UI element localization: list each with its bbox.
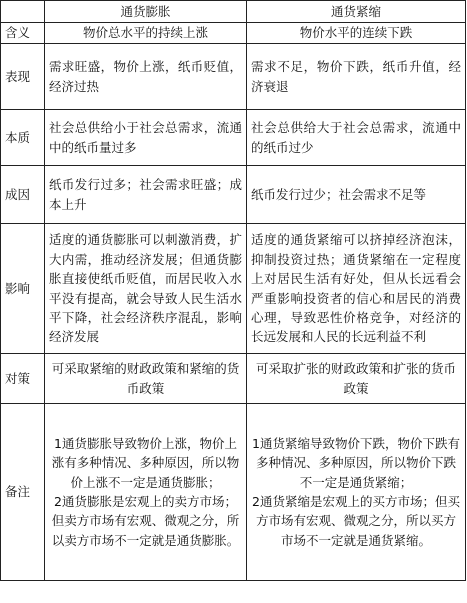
table-row [1,110,466,166]
cell-inflation-remark [45,404,247,581]
header-row [1,1,466,23]
row-label-performance: 表现 [1,44,45,110]
cell-deflation-policy: 可采取扩张的财政政策和扩张的货币政策 [247,354,466,404]
table-row [1,23,466,44]
table-row [1,166,466,224]
row-label-policy: 对策 [1,354,45,404]
cell-inflation-nature: 社会总供给小于社会总需求，流通中的纸币量过多 [45,110,247,166]
table-row [1,354,466,404]
cell-inflation-performance: 需求旺盛，物价上涨，纸币贬值，经济过热 [45,44,247,110]
row-label-cause: 成因 [1,166,45,224]
cell-deflation-meaning: 物价水平的连续下跌 [247,23,466,44]
table-row [1,44,466,110]
header-corner-cell [1,1,45,23]
cell-inflation-cause: 纸币发行过多；社会需求旺盛；成本上升 [45,166,247,224]
remark-inflation-point-1: 1通货膨胀导致物价上涨，物价上涨有多种情况、多种原因，所以物价上涨不一定是通货膨胀； [51,435,240,490]
remark-inflation-point-2: 2通货膨胀是宏观上的卖方市场；但卖方市场有宏观、微观之分，所以卖方市场不一定就是通货膨胀。 [51,494,240,548]
row-label-remark: 备注 [1,404,45,581]
cell-inflation-meaning: 物价总水平的持续上涨 [45,23,247,44]
header-inflation: 通货膨胀 [45,1,247,23]
remark-deflation-point-1: 1通货紧缩导致物价下跌，物价下跌有多种情况、多种原因，所以物价下跌不一定是通货紧缩； [252,435,460,490]
cell-deflation-cause: 纸币发行过少；社会需求不足等 [247,166,466,224]
row-label-effect: 影响 [1,224,45,354]
cell-deflation-nature: 社会总供给大于社会总需求，流通中的纸币过少 [247,110,466,166]
table-row [1,224,466,354]
cell-inflation-effect: 适度的通货膨胀可以刺激消费，扩大内需，推动经济发展；但通货膨胀直接使纸币贬值，而居民收入水平没有提高，就会导致人民生活水平下降，社会经济秩序混乱，影响经济发展 [45,224,247,354]
table-row [1,404,466,581]
cell-inflation-policy: 可采取紧缩的财政政策和紧缩的货币政策 [45,354,247,404]
cell-deflation-effect: 适度的通货紧缩可以挤掉经济泡沫，抑制投资过热；通货紧缩在一定程度上对居民生活有好处，但从长远看会严重影响投资者的信心和居民的消费心理，导致恶性价格竞争，对经济的长远发展和人民的长远利益不利 [247,224,466,354]
remark-deflation-point-2: 2通货紧缩是宏观上的买方市场；但买方市场有宏观、微观之分，所以买方市场不一定就是通货紧缩。 [252,494,460,548]
header-deflation: 通货紧缩 [247,1,466,23]
row-label-meaning: 含义 [1,23,45,44]
cell-deflation-performance: 需求不足，物价下跌，纸币升值，经济衰退 [247,44,466,110]
cell-deflation-remark [247,404,466,581]
row-label-nature: 本质 [1,110,45,166]
